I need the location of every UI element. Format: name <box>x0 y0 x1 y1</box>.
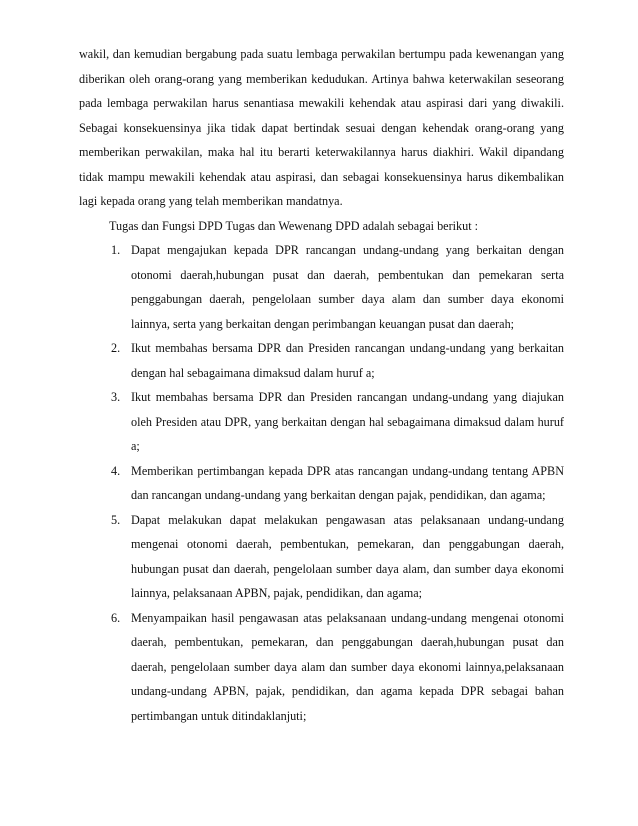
duties-list <box>79 238 564 728</box>
list-item <box>79 385 564 459</box>
list-item-number: 5. <box>111 512 121 527</box>
list-item-number: 1. <box>111 243 121 257</box>
list-item-text: Dapat melakukan dapat melakukan pengawasan atas pelaksanaan undang-undang mengenai otonomi daerah, pembentukan, pemekaran, dan penggabungan daerah, hubungan pusat dan daerah, pengelolaan sumber daya alam, dan sumber daya ekonomi lainnya, pelaksanaan APBN, pajak, pendidikan, dan agama; <box>131 512 564 600</box>
list-item <box>79 606 564 729</box>
list-item-text: Memberikan pertimbangan kepada DPR atas rancangan undang-undang tentang APBN dan rancangan undang-undang yang berkaitan dengan pajak, pendidikan, dan agama; <box>131 463 564 502</box>
list-item <box>79 336 564 385</box>
body-paragraph: wakil, dan kemudian bergabung pada suatu lembaga perwakilan bertumpu pada kewenangan yang diberikan oleh orang-orang yang memberikan kedudukan. Artinya bahwa keterwakilan seseorang pada lembaga perwakilan harus senantiasa mewakili kehendak atau aspirasi dari yang diwakili. Sebagai konsekuensinya jika tidak dapat bertindak sesuai dengan kehendak orang-orang yang memberikan perwakilan, maka hal itu berarti keterwakilannya harus diakhiri. Wakil dipandang tidak mampu mewakili kehendak atau aspirasi, dan sebagai konsekuensinya harus dikembalikan lagi kepada orang yang telah memberikan mandatnya. <box>79 47 564 208</box>
list-item-text: Ikut membahas bersama DPR dan Presiden rancangan undang-undang yang berkaitan dengan hal sebagaimana dimaksud dalam huruf a; <box>131 341 564 380</box>
list-item <box>79 508 564 606</box>
document-body <box>79 42 564 728</box>
list-item-text: Ikut membahas bersama DPR dan Presiden rancangan undang-undang yang diajukan oleh Presiden atau DPR, yang berkaitan dengan hal sebagaimana dimaksud dalam huruf a; <box>131 390 564 453</box>
list-item-number: 2. <box>111 341 121 355</box>
list-item-text: Dapat mengajukan kepada DPR rancangan undang-undang yang berkaitan dengan otonomi daerah,hubungan pusat dan daerah, pembentukan dan pemekaran serta penggabungan daerah, pengelolaan sumber daya alam dan sumber daya ekonomi lainnya, serta yang berkaitan dengan perimbangan keuangan pusat dan daerah; <box>131 243 564 331</box>
list-item-number: 6. <box>111 610 121 625</box>
list-item-number: 3. <box>111 390 121 404</box>
list-item <box>79 459 564 508</box>
list-item-text: Menyampaikan hasil pengawasan atas pelaksanaan undang-undang mengenai otonomi daerah, pembentukan, pemekaran, dan penggabungan daerah,hubungan pusat dan daerah, pengelolaan sumber daya alam dan sumber daya ekonomi lainnya,pelaksanaan undang-undang APBN, pajak, pendidikan, dan agama kepada DPR sebagai bahan pertimbangan untuk ditindaklanjuti; <box>131 610 564 723</box>
list-item <box>79 238 564 336</box>
list-item-number: 4. <box>111 463 121 478</box>
list-intro: Tugas dan Fungsi DPD Tugas dan Wewenang DPD adalah sebagai berikut : <box>109 218 479 233</box>
